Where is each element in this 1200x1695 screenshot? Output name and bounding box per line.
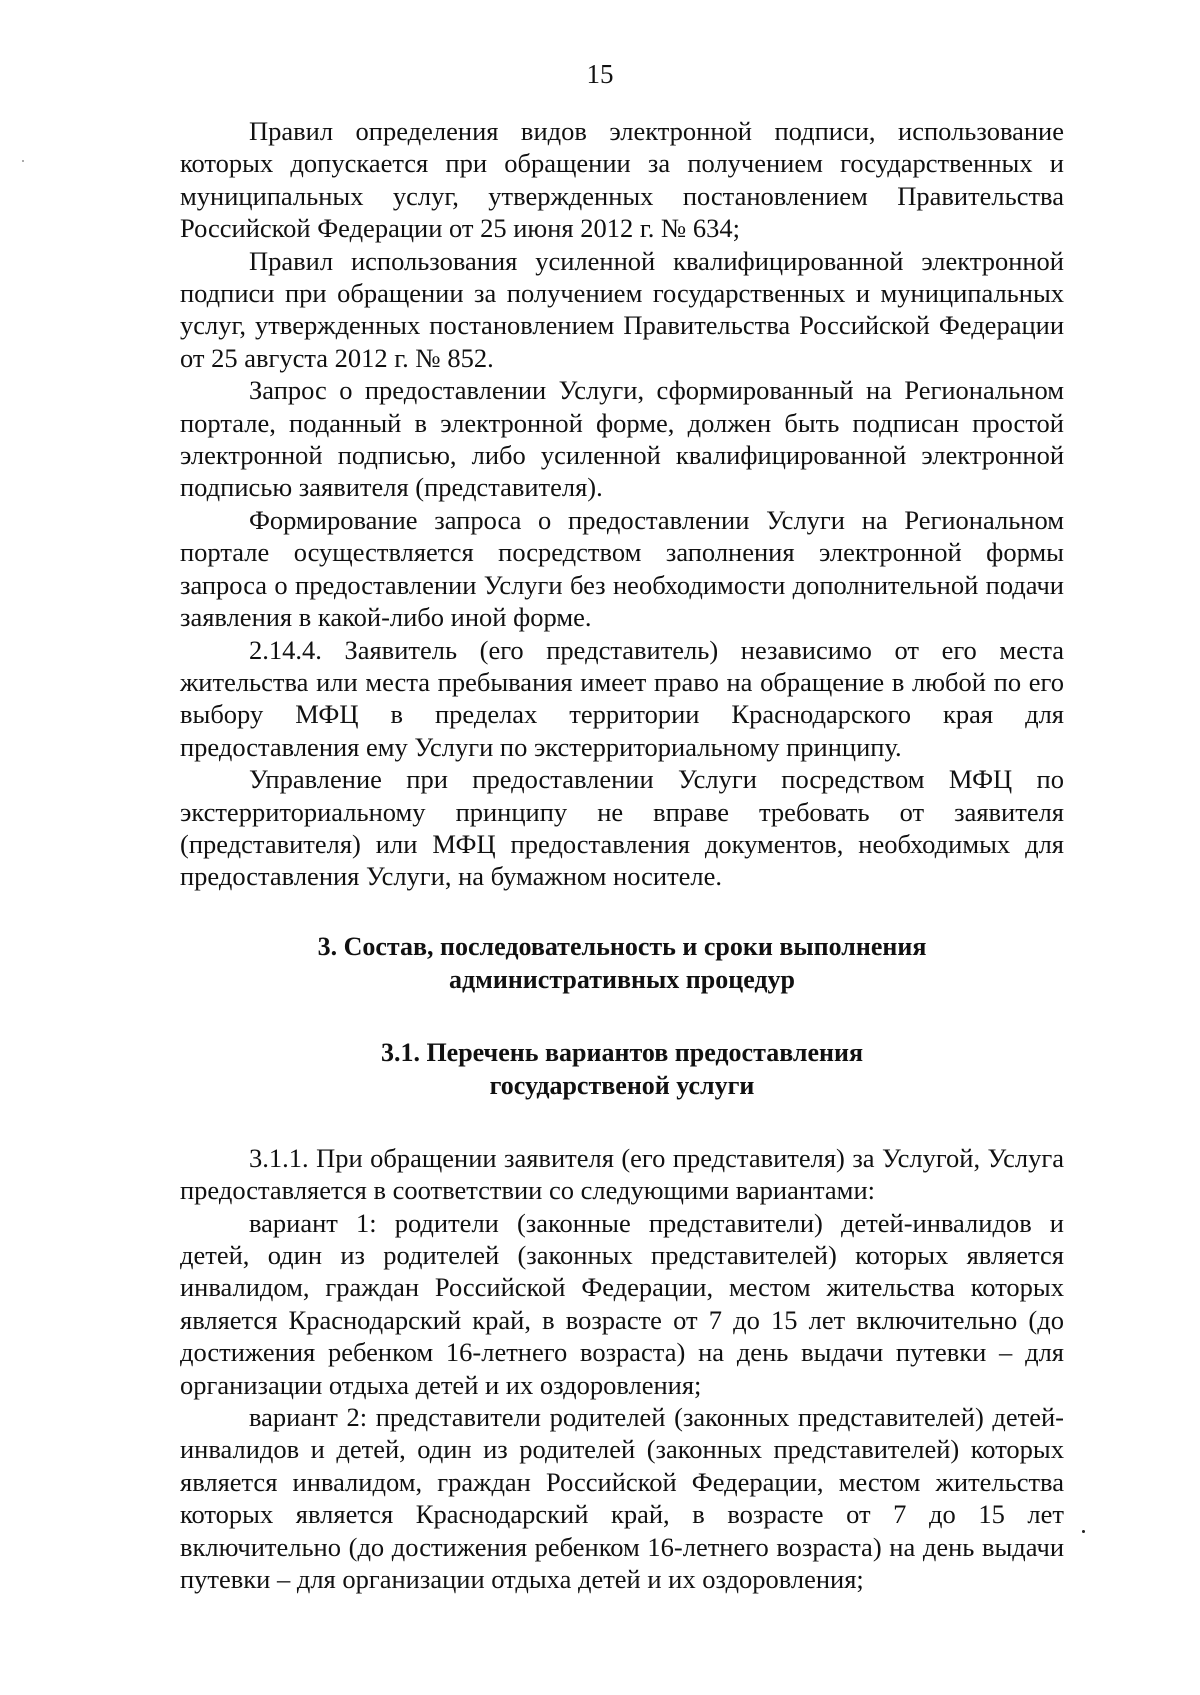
paragraph-2-14-4: 2.14.4. Заявитель (его представитель) независимо от его места жительства или места пребывания имеет право на обращение в любой по его выбору МФЦ в пределах территории Краснодарского края для предоставления ему Услуги по экстерриториальному принципу. — [180, 634, 1064, 762]
section-3-heading-line-2: административных процедур — [448, 964, 796, 994]
section-3-1-heading — [180, 1036, 1064, 1102]
section-3-heading — [180, 930, 1064, 996]
paragraph-qualified-signature-rules: Правил использования усиленной квалифицированной электронной подписи при обращении за получением государственных и муниципальных услуг, утвержденных постановлением Правительства Российской Федерации от 25 августа 2012 г. № 852. — [180, 245, 1064, 373]
scan-speck — [1082, 1530, 1085, 1533]
paragraph-variant-2: вариант 2: представители родителей (законных представителей) детей-инвалидов и детей, один из родителей (законных представителей) которых является инвалидом, граждан Российской Федерации, местом жительства которых является Краснодарский край, в возрасте от 7 до 15 лет включительно (до достижения ребенком 16-летнего возраста) на день выдачи путевки – для организации отдыха детей и их оздоровления; — [180, 1402, 1064, 1595]
paragraph-extraterritorial: Управление при предоставлении Услуги посредством МФЦ по экстерриториальному принципу не вправе требовать от заявителя (представителя) или МФЦ предоставления документов, необходимых для предоставления Услуги, на бумажном носителе. — [180, 764, 1064, 892]
paragraph-3-1-1: 3.1.1. При обращении заявителя (его представителя) за Услугой, Услуга предоставляется в соответствии со следующими вариантами: — [180, 1142, 1064, 1206]
page-number: 15 — [586, 59, 614, 89]
paragraph-request-forming: Формирование запроса о предоставлении Услуги на Региональном портале осуществляется посредством заполнения электронной формы запроса о предоставлении Услуги без необходимости дополнительной подачи заявления в какой-либо иной форме. — [180, 504, 1064, 633]
scan-speck — [22, 160, 24, 162]
section-3-1-heading-line-1: 3.1. Перечень вариантов предоставления — [380, 1037, 864, 1067]
paragraph-variant-1: вариант 1: родители (законные представители) детей-инвалидов и детей, один из родителей (законных представителей) которых является инвалидом, граждан Российской Федерации, местом жительства которых является Краснодарский край, в возрасте от 7 до 15 лет включительно (до достижения ребенком 16-летнего возраста) на день выдачи путевки – для организации отдыха детей и их оздоровления; — [180, 1207, 1064, 1400]
paragraph-signature-rules: Правил определения видов электронной подписи, использование которых допускается при обращении за получением государственных и муниципальных услуг, утвержденных постановлением Правительства Российской Федерации от 25 июня 2012 г. № 634; — [180, 116, 1064, 244]
document-body — [180, 115, 1064, 1595]
section-3-heading-line-1: 3. Состав, последовательность и сроки выполнения — [317, 931, 927, 961]
paragraph-request-signing: Запрос о предоставлении Услуги, сформированный на Региональном портале, поданный в электронной форме, должен быть подписан простой электронной подписью, либо усиленной квалифицированной электронной подписью заявителя (представителя). — [180, 375, 1064, 503]
section-3-1-heading-line-2: государственой услуги — [489, 1070, 755, 1100]
